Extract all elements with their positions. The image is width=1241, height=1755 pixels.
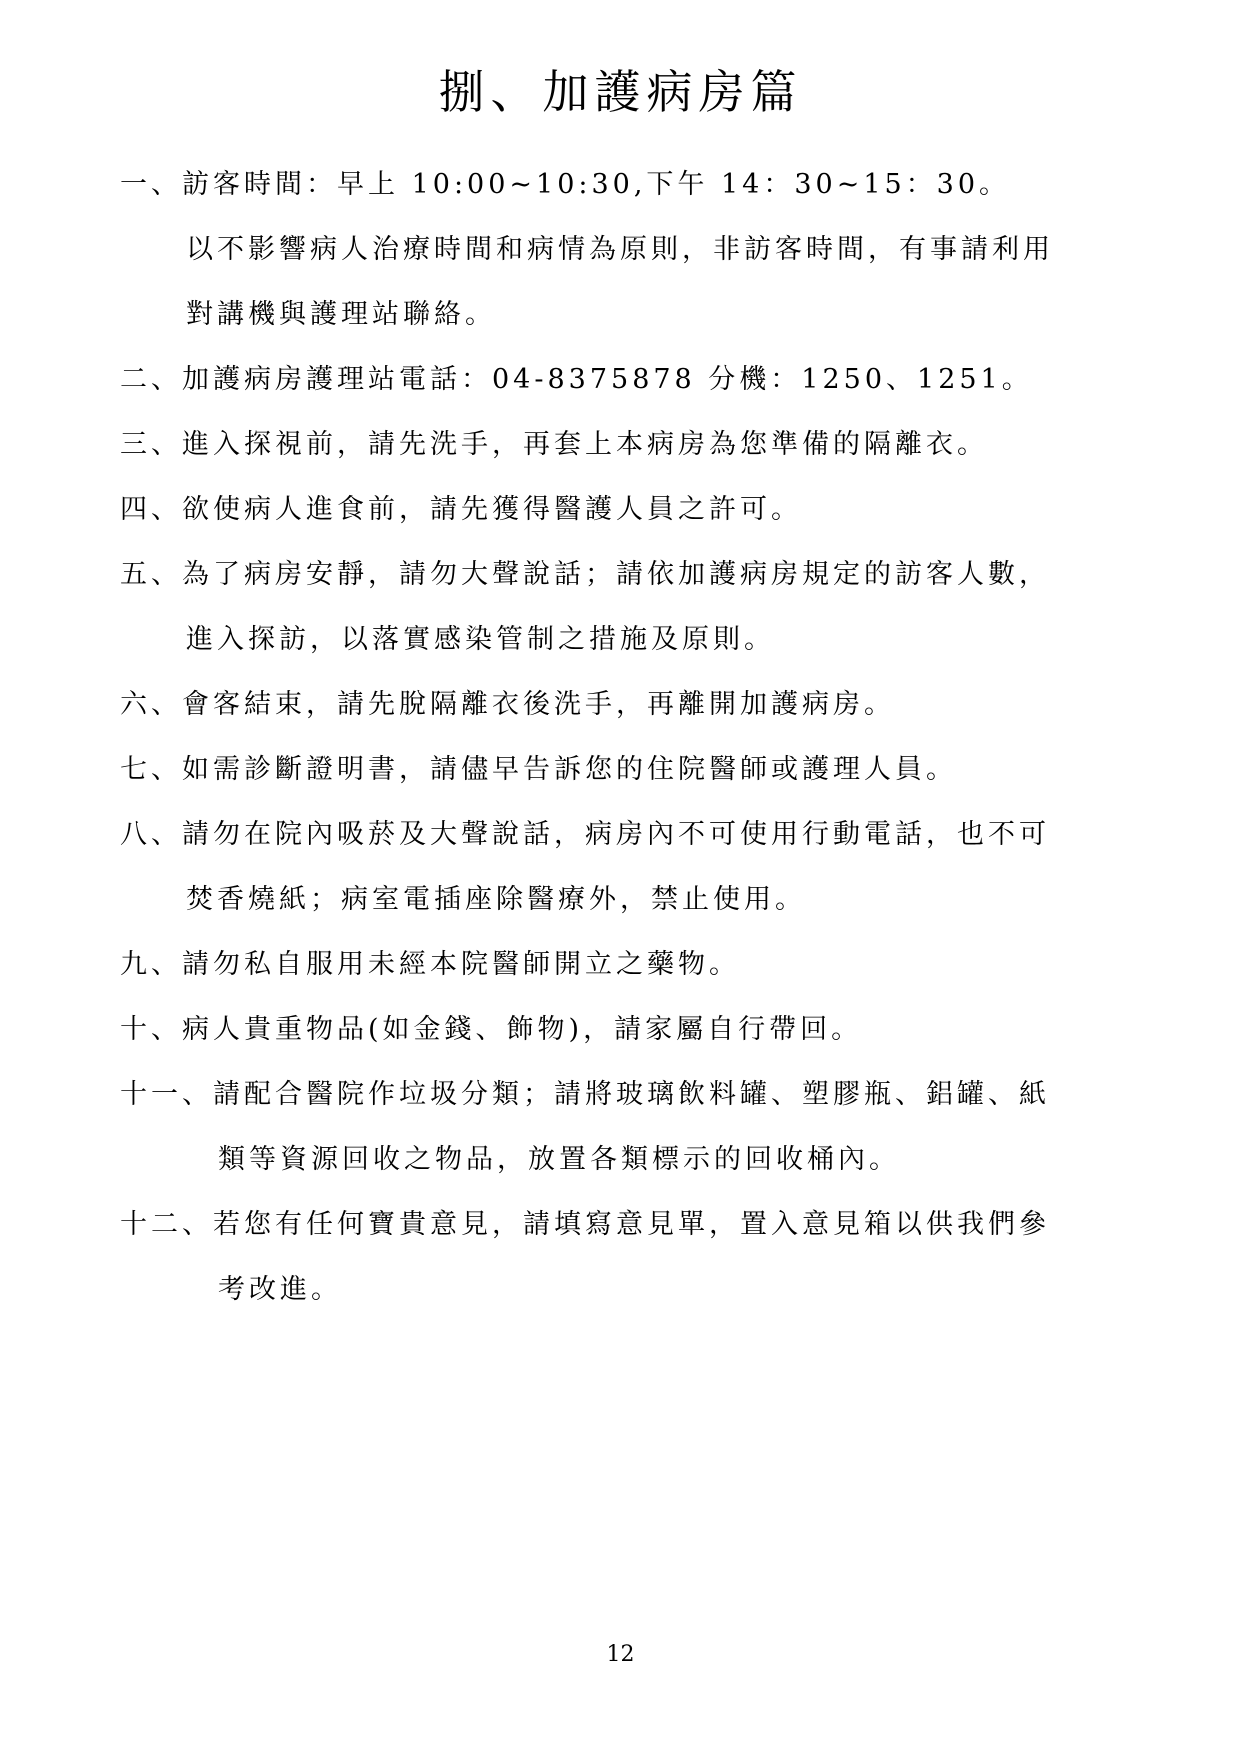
rule-item-9 (120, 932, 1130, 997)
rule-line: 一、訪客時間：早上 10:00~10:30,下午 14：30~15：30。 (120, 169, 1011, 200)
page-title: 捌、加護病房篇 (438, 65, 803, 119)
rule-line: 類等資源回收之物品，放置各類標示的回收桶內。 (218, 1144, 900, 1175)
rules-list (120, 152, 1130, 1322)
rule-item-7 (120, 737, 1130, 802)
rule-line: 十二、若您有任何寶貴意見，請填寫意見單，置入意見箱以供我們參 (120, 1209, 1050, 1240)
rule-line: 焚香燒紙；病室電插座除醫療外，禁止使用。 (186, 884, 806, 915)
rule-line: 六、會客結束，請先脫隔離衣後洗手，再離開加護病房。 (120, 689, 895, 720)
rule-item-4 (120, 477, 1130, 542)
rule-item-2 (120, 347, 1130, 412)
page-number: 12 (606, 1642, 635, 1667)
rule-line: 八、請勿在院內吸菸及大聲說話，病房內不可使用行動電話，也不可 (120, 819, 1050, 850)
rule-item-8 (120, 802, 1130, 932)
rule-line: 十一、請配合醫院作垃圾分類；請將玻璃飲料罐、塑膠瓶、鋁罐、紙 (120, 1079, 1050, 1110)
rule-item-12 (120, 1192, 1130, 1322)
rule-line: 對講機與護理站聯絡。 (186, 299, 496, 330)
rule-line: 十、病人貴重物品(如金錢、飾物)，請家屬自行帶回。 (120, 1014, 863, 1045)
rule-item-1 (120, 152, 1130, 347)
rule-line: 七、如需診斷證明書，請儘早告訴您的住院醫師或護理人員。 (120, 754, 957, 785)
rule-item-11 (120, 1062, 1130, 1192)
rule-item-3 (120, 412, 1130, 477)
rule-item-10 (120, 997, 1130, 1062)
rule-item-6 (120, 672, 1130, 737)
rule-line: 考改進。 (218, 1274, 342, 1305)
rule-line: 二、加護病房護理站電話：04-8375878 分機：1250、1251。 (120, 364, 1033, 395)
rule-line: 五、為了病房安靜，請勿大聲說話；請依加護病房規定的訪客人數， (120, 559, 1050, 590)
rule-line: 四、欲使病人進食前，請先獲得醫護人員之許可。 (120, 494, 802, 525)
rule-item-5 (120, 542, 1130, 672)
rule-line: 三、進入探視前，請先洗手，再套上本病房為您準備的隔離衣。 (120, 429, 988, 460)
rule-line: 九、請勿私自服用未經本院醫師開立之藥物。 (120, 949, 740, 980)
rule-line: 以不影響病人治療時間和病情為原則，非訪客時間，有事請利用 (186, 234, 1054, 265)
rule-line: 進入探訪，以落實感染管制之措施及原則。 (186, 624, 775, 655)
